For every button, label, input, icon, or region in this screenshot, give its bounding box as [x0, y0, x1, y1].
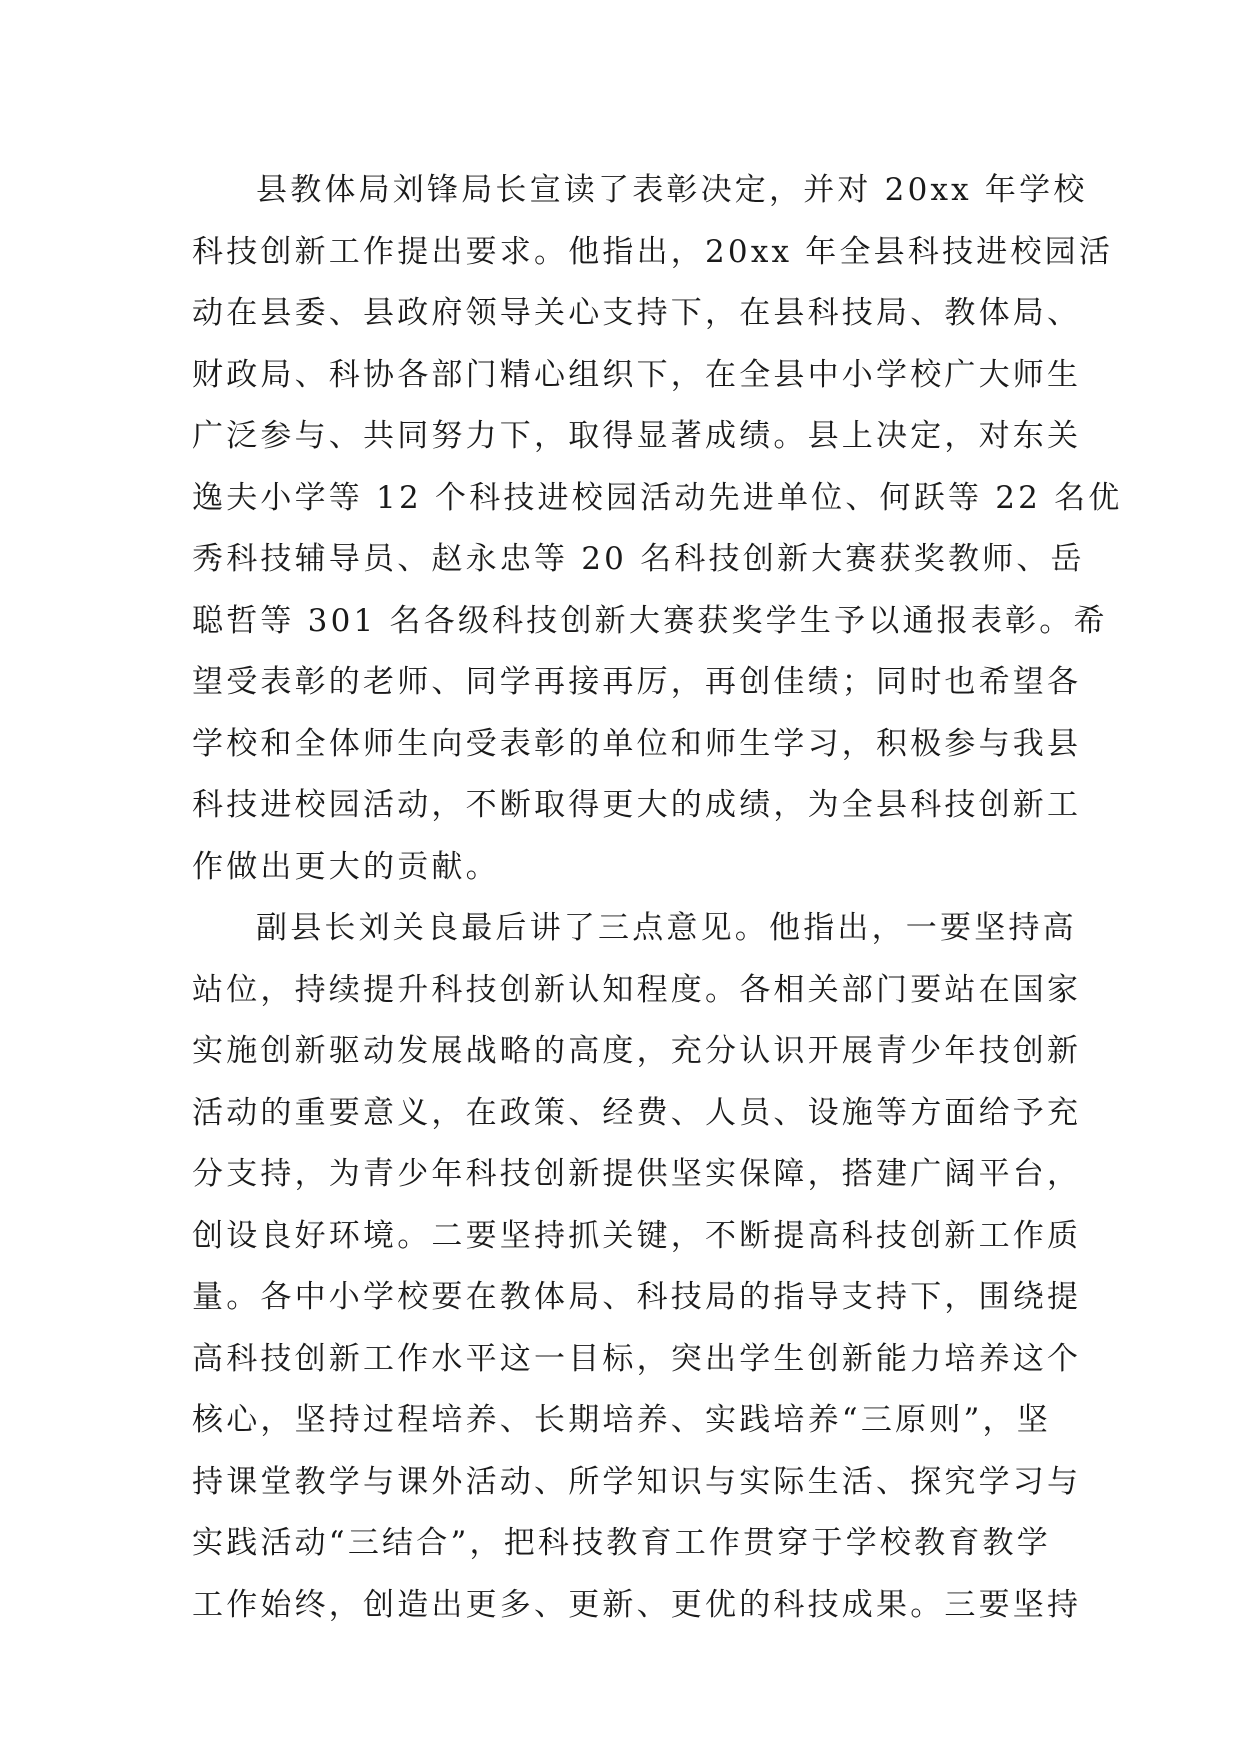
text-line: 创设良好环境。二要坚持抓关键，不断提高科技创新工作质 [192, 1217, 1082, 1254]
text-line: 动在县委、县政府领导关心支持下，在县科技局、教体局、 [192, 295, 1082, 331]
text-line: 工作始终，创造出更多、更新、更优的科技成果。三要坚持 [192, 1586, 1082, 1623]
text-line: 作做出更大的贡献。 [192, 848, 500, 885]
text-line: 秀科技辅导员、赵永忠等 20 名科技创新大赛获奖教师、岳 [192, 541, 1085, 577]
text-line: 逸夫小学等 12 个科技进校园活动先进单位、何跃等 22 名优 [192, 479, 1123, 516]
text-line: 站位，持续提升科技创新认知程度。各相关部门要站在国家 [192, 971, 1082, 1008]
text-line: 科技进校园活动，不断取得更大的成绩，为全县科技创新工 [192, 787, 1082, 823]
text-line: 望受表彰的老师、同学再接再厉，再创佳绩；同时也希望各 [192, 664, 1082, 700]
text-line: 分支持，为青少年科技创新提供坚实保障，搭建广阔平台， [192, 1156, 1082, 1192]
text-line: 持课堂教学与课外活动、所学知识与实际生活、探究学习与 [192, 1463, 1082, 1500]
document-body [192, 160, 1123, 1636]
text-line: 副县长刘关良最后讲了三点意见。他指出，一要坚持高 [256, 910, 1077, 946]
text-line: 科技创新工作提出要求。他指出，20xx 年全县科技进校园活 [192, 233, 1114, 270]
text-line: 县教体局刘锋局长宣读了表彰决定，并对 20xx 年学校 [256, 172, 1088, 208]
text-line: 量。各中小学校要在教体局、科技局的指导支持下，围绕提 [192, 1279, 1082, 1315]
text-line: 广泛参与、共同努力下，取得显著成绩。县上决定，对东关 [192, 418, 1082, 454]
text-line: 学校和全体师生向受表彰的单位和师生学习，积极参与我县 [192, 725, 1082, 762]
text-line: 高科技创新工作水平这一目标，突出学生创新能力培养这个 [192, 1340, 1082, 1377]
paragraph [192, 160, 1123, 898]
text-line: 实践活动“三结合”，把科技教育工作贯穿于学校教育教学 [192, 1525, 1051, 1561]
text-line: 财政局、科协各部门精心组织下，在全县中小学校广大师生 [192, 356, 1082, 393]
text-line: 活动的重要意义，在政策、经费、人员、设施等方面给予充 [192, 1094, 1082, 1131]
text-line: 核心，坚持过程培养、长期培养、实践培养“三原则”，坚 [192, 1402, 1051, 1438]
text-line: 实施创新驱动发展战略的高度，充分认识开展青少年技创新 [192, 1033, 1082, 1069]
paragraph [192, 898, 1082, 1636]
text-line: 聪哲等 301 名各级科技创新大赛获奖学生予以通报表彰。希 [192, 602, 1108, 639]
